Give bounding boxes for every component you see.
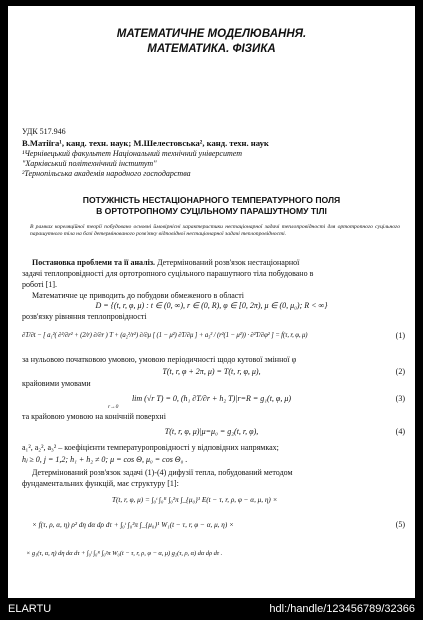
authors: В.Матіїга¹, канд. техн. наук; М.Шелестовська², канд. техн. наук: [22, 138, 269, 148]
affiliation-1: ¹Чернівецький факультет Національний технічний університет: [22, 149, 242, 158]
equation-1: ∂T/∂t − [ a₁²( ∂²/∂r² + (2/r) ∂/∂r ) T + (a₂²/r²) ∂/∂μ [ (1 − μ²) ∂T/∂μ ] + a₃² / (r²(1 − μ²)) · ∂²T/∂φ² ] = f(τ, r, φ, μ): [22, 332, 308, 339]
repository-label: ELARTU: [8, 603, 52, 615]
article-title-line-2: В ОРТОТРОПНОМУ СУЦІЛЬНОМУ ПАРАШУТНОМУ ТІЛІ: [96, 206, 327, 216]
equation-5-line-2: × f(τ, ρ, α, η) ρ² dη dα dρ dτ + ∫₀ᵗ ∫₀²π ∫_{μ₀}¹ W₁(t − τ, r, φ − α, μ, η) ×: [32, 521, 234, 529]
paragraph-line: за нульовою початковою умовою, умовою періодичності щодо кутової змінної φ: [22, 355, 297, 364]
coefficients-note: a₁², a₂², a₃² – коефіцієнти температуропровідності у відповідних напрямках;: [22, 443, 279, 452]
equation-number-4: (4): [395, 427, 405, 436]
journal-section-title: МАТЕМАТИЧНЕ МОДЕЛЮВАННЯ.: [116, 28, 307, 40]
udk-code: УДК 517.946: [22, 127, 66, 136]
equation-2: T(t, r, φ + 2π, μ) = T(t, r, φ, μ),: [162, 367, 261, 376]
paragraph-line: розв'язку рівняння теплопровідності: [22, 312, 147, 321]
domain-definition: D = {(t, r, φ, μ) : t ∈ (0, ∞), r ∈ (0, R), φ ∈ [0, 2π), μ ∈ (0, μ₀); R < ∞}: [95, 301, 328, 310]
equation-number-3: (3): [395, 394, 405, 403]
affiliation-3: ²Тернопільська академія народного господарства: [22, 169, 191, 178]
paragraph-line: фундаментальних функцій, має структуру [1]:: [22, 479, 179, 488]
paragraph-line: крайовими умовами: [22, 379, 91, 388]
abstract: В рамках кореляційної теорії побудовано основні ймовірнісні характеристики нестаціонарної задачі теплопровідності для ортотропного суцільного парашутного тіла на базі детермінованого розв'язку відповідної нестаціонарної задачі теплопровідності.: [30, 224, 400, 238]
equation-4: T(t, r, φ, μ)|μ=μ₀ = g₂(t, r, φ),: [164, 427, 259, 436]
equation-5-line-1: T(t, r, φ, μ) = ∫₀ᵗ ∫₀ᴿ ∫₀²π ∫_{μ₀}¹ E(t − τ, r, ρ, φ − α, μ, η) ×: [112, 496, 278, 504]
article-title-line-1: ПОТУЖНІСТЬ НЕСТАЦІОНАРНОГО ТЕМПЕРАТУРНОГО ПОЛЯ: [82, 195, 341, 205]
handle-identifier: hdl:/handle/123456789/32366: [269, 603, 415, 615]
equation-5-line-3: × g₁(τ, α, η) dη dα dτ + ∫₀ᵗ ∫₀ᴿ ∫₀²π W₀(t − τ, r, ρ, φ − α, μ) g₂(τ, ρ, α) dα dρ dτ .: [26, 550, 223, 557]
equation-3: lim (√r T) = 0, (h₁ ∂T/∂r + h₂ T)|r=R = g₁(t, φ, μ): [131, 394, 292, 403]
paragraph-problem-statement: [32, 258, 299, 268]
equation-number-1: (1): [395, 331, 405, 340]
equation-number-2: (2): [395, 367, 405, 376]
journal-section-subtitle: МАТЕМАТИКА. ФІЗИКА: [147, 43, 276, 55]
equation-number-5: (5): [395, 520, 405, 529]
paragraph-line: Математичне це приводить до побудови обмеженого в області: [32, 291, 245, 300]
section-lead-rest: Детермінований розв'язок нестаціонарної: [155, 258, 300, 267]
paragraph-line: та крайовою умовою на конічній поверхні: [22, 412, 166, 421]
paragraph-line: роботі [1].: [22, 280, 58, 289]
paragraph-line: Детермінований розв'язок задачі (1)-(4) дифузії тепла, побудований методом: [32, 468, 293, 477]
affiliation-2: "Харківський політехнічний інститут": [22, 159, 157, 168]
paragraph-line: задачі теплопровідності для ортотропного суцільного парашутного тіла побудовано в: [22, 269, 314, 278]
document-page: [8, 6, 415, 598]
section-lead: Постановка проблеми та її аналіз.: [32, 258, 156, 267]
equation-3-limit-subscript: r→0: [108, 404, 119, 410]
conditions-note: hⱼ ≥ 0, j = 1,2; h₁ + h₂ ≠ 0; μ = cos Θ, μ₀ = cos Θ₀ .: [22, 455, 188, 464]
